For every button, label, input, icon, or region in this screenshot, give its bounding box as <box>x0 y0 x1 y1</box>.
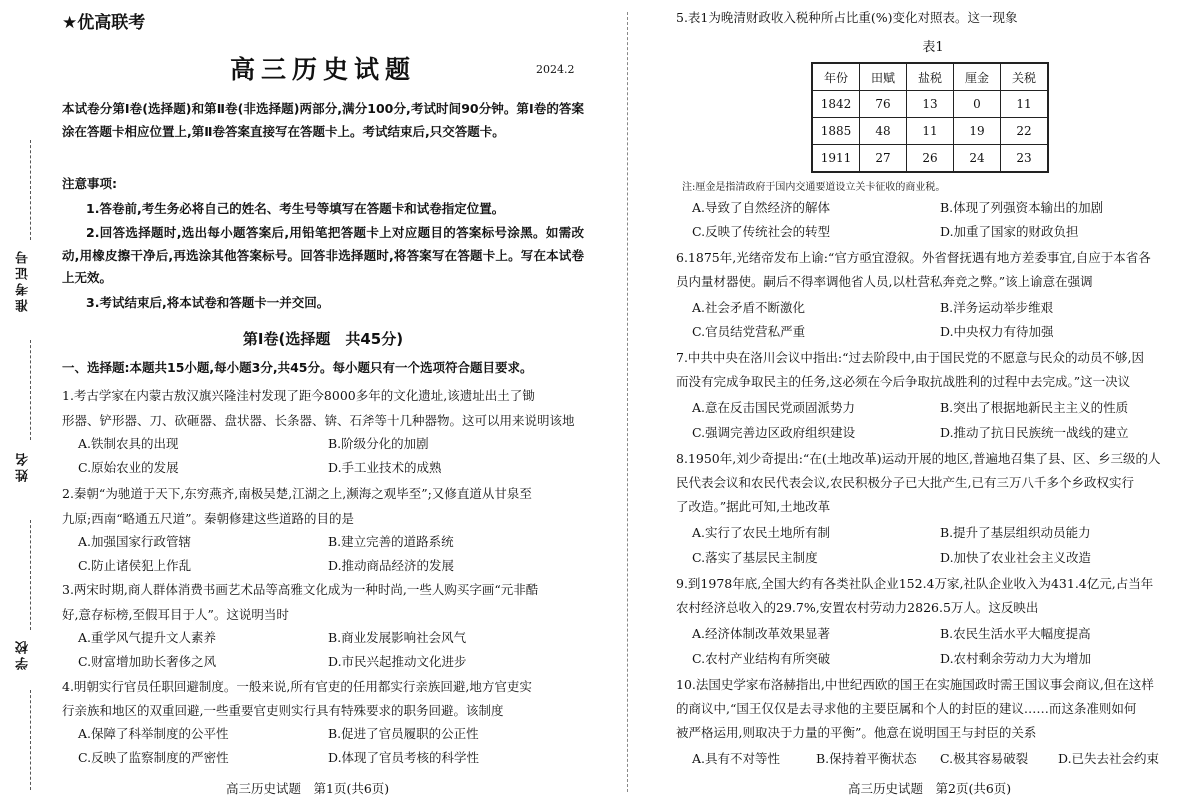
notice-title: 注意事项: <box>62 176 117 191</box>
q8-option-c: C.落实了基层民主制度 <box>692 550 818 565</box>
intro-text: 本试卷分第Ⅰ卷(选择题)和第Ⅱ卷(非选择题)两部分,满分100分,考试时间90分钟。第Ⅰ卷的答案涂在答题卡相应位置上,第Ⅱ卷答案直接写在答题卡上。考试结束后,只交答题卡。 <box>62 101 584 139</box>
table-row <box>812 91 1048 118</box>
q2-option-b: B.建立完善的道路系统 <box>328 534 454 549</box>
table-cell: 27 <box>860 145 907 173</box>
q10-option-a: A.具有不对等性 <box>692 751 781 766</box>
q6-option-d: D.中央权力有待加强 <box>940 324 1054 339</box>
exam-number-label: 准考证号 <box>16 248 31 312</box>
q1-line1: 1.考古学家在内蒙古敖汉旗兴隆洼村发现了距今8000多年的文化遗址,该遗址出土了锄 <box>62 388 535 403</box>
q2-line2: 九原;西南“略通五尺道”。秦朝修建这些道路的目的是 <box>62 511 354 526</box>
table-cell: 22 <box>1001 118 1049 145</box>
q1-option-b: B.阶级分化的加剧 <box>328 436 429 451</box>
q2-option-c: C.防止诸侯犯上作乱 <box>78 558 192 573</box>
q3-option-d: D.市民兴起推动文化进步 <box>328 654 467 669</box>
fold-line <box>30 690 31 790</box>
table-cell: 11 <box>1001 91 1049 118</box>
q7-option-b: B.突出了根据地新民主主义的性质 <box>940 400 1129 415</box>
q9-option-a: A.经济体制改革效果显著 <box>692 626 831 641</box>
q8-option-b: B.提升了基层组织动员能力 <box>940 525 1091 540</box>
table-cell: 24 <box>954 145 1001 173</box>
q3-option-c: C.财富增加助长奢侈之风 <box>78 654 217 669</box>
q7-option-c: C.强调完善边区政府组织建设 <box>692 425 856 440</box>
q1-option-d: D.手工业技术的成熟 <box>328 460 442 475</box>
q4-option-c: C.反映了监察制度的严密性 <box>78 750 229 765</box>
table-cell: 1885 <box>812 118 860 145</box>
brand: ★优高联考 <box>62 13 146 33</box>
table-header-cell: 田赋 <box>860 63 907 91</box>
table-header-cell: 盐税 <box>907 63 954 91</box>
fold-line <box>30 340 31 440</box>
table-cell: 0 <box>954 91 1001 118</box>
q8-line3: 了改造。”据此可知,土地改革 <box>676 499 831 514</box>
q5-option-b: B.体现了列强资本输出的加剧 <box>940 200 1104 215</box>
page-title: 高三历史试题 <box>229 55 416 84</box>
q2-option-a: A.加强国家行政管辖 <box>78 534 192 549</box>
q3-option-a: A.重学风气提升文人素养 <box>78 630 217 645</box>
table-header-row <box>812 63 1048 91</box>
q9-line2: 农村经济总收入的29.7%,安置农村劳动力2826.5万人。这反映出 <box>676 600 1039 615</box>
exam-date: 2024.2 <box>536 63 575 76</box>
table-header-cell: 关税 <box>1001 63 1049 91</box>
table-cell: 11 <box>907 118 954 145</box>
q10-line2: 的商议中,“国王仅仅是去寻求他的主要臣属和个人的封臣的建议……而这条准则如何 <box>676 701 1137 716</box>
q5-line1: 5.表1为晚清财政收入税种所占比重(%)变化对照表。这一现象 <box>676 10 1018 25</box>
q9-option-d: D.农村剩余劳动力大为增加 <box>940 651 1092 666</box>
footer-right: 高三历史试题 第2页(共6页) <box>848 781 1012 796</box>
q7-line2: 而没有完成争取民主的任务,这必须在今后争取抗战胜利的过程中去完成。”这一决议 <box>676 374 1131 389</box>
q9-option-c: C.农村产业结构有所突破 <box>692 651 831 666</box>
q7-option-a: A.意在反击国民党顽固派势力 <box>692 400 856 415</box>
q4-option-d: D.体现了官员考核的科学性 <box>328 750 480 765</box>
q4-option-b: B.促进了官员履职的公正性 <box>328 726 479 741</box>
q5-option-c: C.反映了传统社会的转型 <box>692 224 831 239</box>
q2-option-d: D.推动商品经济的发展 <box>328 558 455 573</box>
q4-line1: 4.明朝实行官员任职回避制度。一般来说,所有官吏的任用都实行亲族回避,地方官吏实 <box>62 679 532 694</box>
notice-1: 1.答卷前,考生务必将自己的姓名、考生号等填写在答题卡和试卷指定位置。 <box>86 201 505 216</box>
q2-line1: 2.秦朝“为驰道于天下,东穷燕齐,南极吴楚,江湖之上,濒海之观毕至”;又修直道从甘泉至 <box>62 486 532 501</box>
section-title: 第Ⅰ卷(选择题 共45分) <box>242 330 404 348</box>
table-cell: 48 <box>860 118 907 145</box>
q3-line1: 3.两宋时期,商人群体消费书画艺术品等高雅文化成为一种时尚,一些人购买字画“元非酷 <box>62 582 539 597</box>
school-label: 学校 <box>16 638 31 670</box>
table-cell: 1842 <box>812 91 860 118</box>
q8-line2: 民代表会议和农民代表会议,农民积极分子已大批产生,已有三万八千多个乡政权实行 <box>676 475 1134 490</box>
q7-option-d: D.推动了抗日民族统一战线的建立 <box>940 425 1129 440</box>
notice-3: 3.考试结束后,将本试卷和答题卡一并交回。 <box>86 295 330 310</box>
table-cell: 76 <box>860 91 907 118</box>
fold-line <box>30 140 31 240</box>
table-cell: 13 <box>907 91 954 118</box>
q10-option-b: B.保持着平衡状态 <box>816 751 917 766</box>
q10-option-c: C.极其容易破裂 <box>940 751 1029 766</box>
q4-option-a: A.保障了科举制度的公平性 <box>78 726 229 741</box>
q6-option-a: A.社会矛盾不断激化 <box>692 300 806 315</box>
q10-option-d: D.已失去社会约束 <box>1058 751 1160 766</box>
table-row <box>812 145 1048 173</box>
q7-line1: 7.中共中央在洛川会议中指出:“过去阶段中,由于国民党的不愿意与民众的动员不够,因 <box>676 350 1144 365</box>
table-row <box>812 118 1048 145</box>
table-cell: 19 <box>954 118 1001 145</box>
fold-line <box>30 520 31 630</box>
q1-line2: 形器、铲形器、刀、砍砸器、盘状器、长条器、锛、石斧等十几种器物。这可以用来说明该地 <box>62 413 575 428</box>
q9-option-b: B.农民生活水平大幅度提高 <box>940 626 1091 641</box>
q10-line1: 10.法国史学家布洛赫指出,中世纪西欧的国王在实施国政时需王国议事会商议,但在这样 <box>676 677 1154 692</box>
table-cell: 1911 <box>812 145 860 173</box>
q5-option-a: A.导致了自然经济的解体 <box>692 200 831 215</box>
q8-option-a: A.实行了农民土地所有制 <box>692 525 831 540</box>
q4-line2: 行亲族和地区的双重回避,一些重要官吏则实行具有特殊要求的职务回避。该制度 <box>62 703 504 718</box>
table-note: 注:厘金是指清政府于国内交通要道设立关卡征收的商业税。 <box>682 182 946 193</box>
footer-left: 高三历史试题 第1页(共6页) <box>226 781 390 796</box>
page-right <box>676 0 1190 806</box>
q1-option-c: C.原始农业的发展 <box>78 460 179 475</box>
name-label: 姓名 <box>16 450 31 482</box>
section-instruction: 一、选择题:本题共15小题,每小题3分,共45分。每小题只有一个选项符合题目要求。 <box>62 360 533 375</box>
q9-line1: 9.到1978年底,全国大约有各类社队企业152.4万家,社队企业收入为431.4亿元,占当年 <box>676 576 1154 591</box>
q3-option-b: B.商业发展影响社会风气 <box>328 630 467 645</box>
page-left <box>62 0 584 806</box>
table-header-cell: 年份 <box>812 63 860 91</box>
table-cell: 26 <box>907 145 954 173</box>
tax-table <box>811 62 1049 173</box>
q5-option-d: D.加重了国家的财政负担 <box>940 224 1079 239</box>
q6-option-b: B.洋务运动举步维艰 <box>940 300 1054 315</box>
q1-option-a: A.铁制农具的出现 <box>78 436 179 451</box>
q3-line2: 好,意存标榜,至假耳目于人”。这说明当时 <box>62 607 289 622</box>
q10-line3: 被严格运用,则取决于力量的平衡”。他意在说明国王与封臣的关系 <box>676 725 1037 740</box>
q6-option-c: C.官员结党营私严重 <box>692 324 806 339</box>
page-divider <box>627 12 628 792</box>
q6-line2: 员内量材器使。嗣后不得率调他省人员,以杜营私奔竞之弊。”该上谕意在强调 <box>676 274 1093 289</box>
table-cell: 23 <box>1001 145 1049 173</box>
notice-2: 2.回答选择题时,选出每小题答案后,用铅笔把答题卡上对应题目的答案标号涂黑。如需改动,用橡皮擦干净后,再选涂其他答案标号。回答非选择题时,将答案写在答题卡上。写在本试卷上无效。 <box>62 225 584 285</box>
q6-line1: 6.1875年,光绪帝发布上谕:“官方亟宜澄叙。外省督抚遇有地方差委事宜,自应于本省各 <box>676 250 1151 265</box>
q8-line1: 8.1950年,刘少奇提出:“在(土地改革)运动开展的地区,普遍地召集了县、区、乡三级的人 <box>676 451 1161 466</box>
table-header-cell: 厘金 <box>954 63 1001 91</box>
table-caption: 表1 <box>922 40 944 55</box>
q8-option-d: D.加快了农业社会主义改造 <box>940 550 1092 565</box>
binding-sidebar <box>0 0 44 806</box>
